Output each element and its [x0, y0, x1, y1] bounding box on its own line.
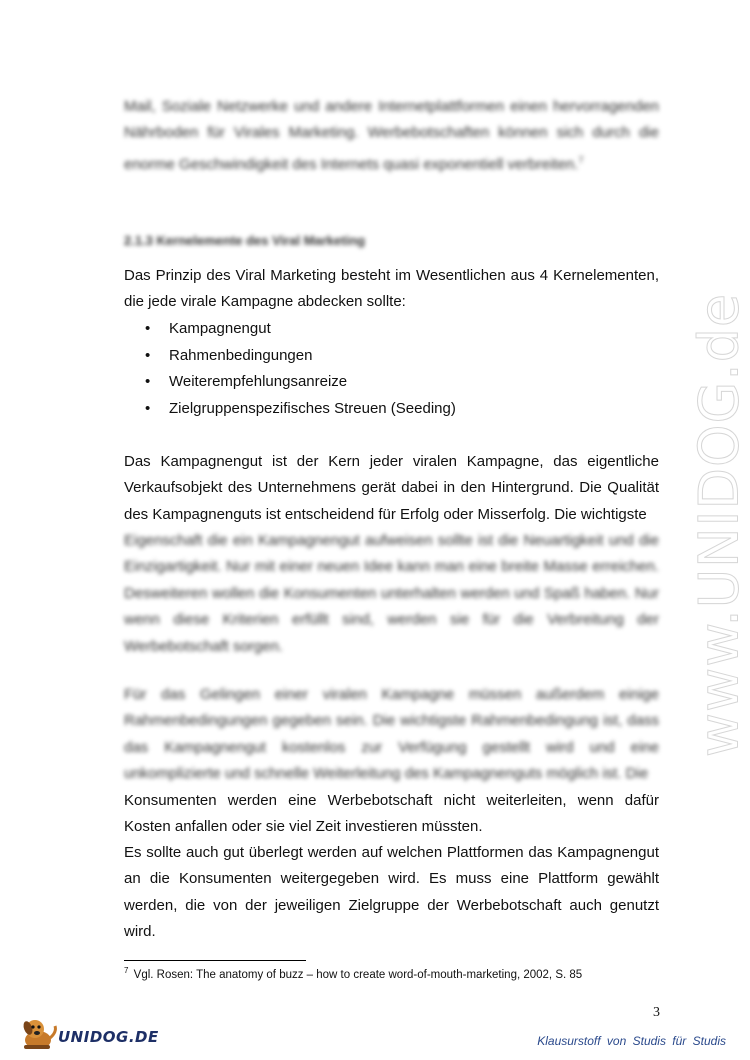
footnote-divider	[124, 960, 306, 961]
list-item: • Rahmenbedingungen	[124, 343, 659, 370]
footnote	[124, 963, 684, 983]
lead-paragraph: Das Prinzip des Viral Marketing besteht im Wesentlichen aus 4 Kernelementen, die jede virale Kampagne abdecken sollte:	[124, 267, 659, 311]
bullet-list	[124, 316, 659, 422]
list-item: • Kampagnengut	[124, 316, 659, 343]
footnote-text: Vgl. Rosen: The anatomy of buzz – how to create word-of-mouth-marketing, 2002, S. 85	[133, 969, 583, 981]
dog-mascot-icon	[20, 1016, 60, 1052]
conditions-paragraph-blurred: Für das Gelingen einer viralen Kampagne müssen außerdem einige Rahmenbedingungen gegeben sein. Die wichtigste Rahmenbedingung ist, dass das Kampagnengut kostenlos zur Verfügung gestellt wird und eine unkomplizierte und schnelle Weiterleitung des Kampagnenguts möglich ist. Die	[124, 686, 659, 783]
conditions-paragraph: Konsumenten werden eine Werbebotschaft nicht weiterleiten, wenn dafür Kosten anfallen oder sie viel Zeit investieren müssten.	[124, 792, 659, 836]
footnote-reference: 7	[578, 154, 584, 165]
unidog-logo	[14, 1016, 159, 1052]
platform-paragraph: Es sollte auch gut überlegt werden auf welchen Plattformen das Kampagnengut an die Konsumenten weitergegeben wird. Es muss eine Plattform gewählt werden, die von der jeweiligen Zielgruppe der Werbebotschaft auch genutzt wird.	[124, 844, 659, 941]
logo-text: UNIDOG.DE	[58, 1028, 159, 1046]
campaign-paragraph: Das Kampagnengut ist der Kern jeder viralen Kampagne, das eigentliche Verkaufsobjekt des Unternehmens gerät dabei in den Hintergrund. Die Qualität des Kampagnenguts ist entscheidend für Erfolg oder Misserfolg. Die wichtigste	[124, 453, 659, 523]
intro-paragraph-text: Mail, Soziale Netzwerke und andere Internetplattformen einen hervorragenden Nährboden für Virales Marketing. Werbebotschaften können sich durch die enorme Geschwindigkeit des Internets quasi exponentiell verbreiten.	[124, 98, 659, 173]
watermark: www.UNIDOG.de	[687, 292, 750, 758]
section-heading: 2.1.3 Kernelemente des Viral Marketing	[124, 233, 366, 248]
list-item: • Weiterempfehlungsanreize	[124, 369, 659, 396]
footnote-number: 7	[124, 966, 129, 975]
campaign-paragraph-blurred: Eigenschaft die ein Kampagnengut aufweisen sollte ist die Neuartigkeit und die Einzigartigkeit. Nur mit einer neuen Idee kann man eine breite Masse erreichen. Desweiteren wollen die Konsumenten unterhalten werden und Spaß haben. Nur wenn diese Kriterien erfüllt sind, werden sie für die Verbreitung der Werbebotschaft sorgen.	[124, 532, 659, 655]
tagline: Klausurstoff von Studis für Studis	[537, 1034, 726, 1048]
intro-paragraph	[124, 94, 659, 178]
page-number: 3	[653, 1005, 660, 1020]
list-item: • Zielgruppenspezifisches Streuen (Seeding)	[124, 396, 659, 423]
